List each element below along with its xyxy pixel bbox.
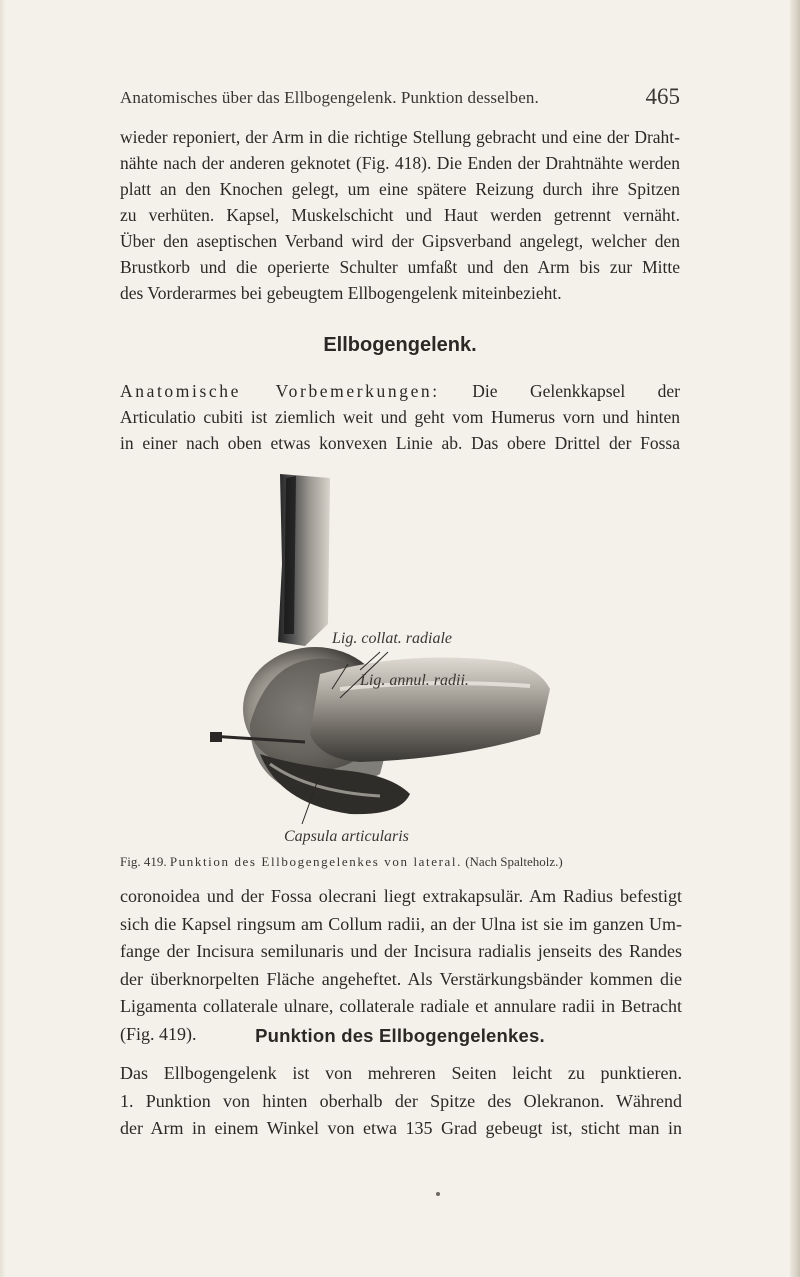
text-line: 1. Punktion von hinten oberhalb der Spitze des Olekranon. Während — [120, 1090, 682, 1111]
text-line: der überknorpelten Fläche angeheftet. Als Verstärkungsbänder kommen die — [120, 968, 682, 989]
text-line: Brustkorb und die operierte Schulter umfaßt und den Arm bis zur Mitte — [120, 257, 680, 277]
text-line: platt an den Knochen gelegt, um eine spätere Reizung durch ihre Spitzen — [120, 179, 680, 199]
paragraph-2 — [120, 378, 680, 456]
paragraph-3 — [120, 883, 682, 1048]
page-number: 465 — [645, 84, 680, 109]
text-line: in einer nach oben etwas konvexen Linie ab. Das obere Drittel der Fossa — [120, 433, 680, 453]
figure-elbow-puncture — [210, 474, 590, 852]
text-line: wieder reponiert, der Arm in die richtige Stellung gebracht und eine der Draht- — [120, 127, 680, 147]
running-title: Anatomisches über das Ellbogengelenk. Punktion desselben. — [120, 88, 539, 107]
section-title-ellbogengelenk: Ellbogengelenk. — [323, 334, 477, 356]
text-line: coronoidea und der Fossa olecrani liegt extrakapsulär. Am Radius befestigt — [120, 886, 682, 906]
section-title-punktion: Punktion des Ellbogengelenkes. — [255, 1025, 545, 1046]
text-line: des Vorderarmes bei gebeugtem Ellbogengelenk miteinbezieht. — [120, 283, 562, 303]
figure-caption — [120, 854, 700, 870]
elbow-illustration — [210, 474, 590, 852]
paragraph-1 — [120, 124, 680, 306]
label-capsula-articularis: Capsula articularis — [284, 828, 409, 845]
text-line: zu verhüten. Kapsel, Muskelschicht und Haut werden getrennt vernäht. — [120, 205, 680, 225]
text-line: (Fig. 419). — [120, 1023, 197, 1044]
caption-text: Punktion des Ellbogengelenkes von lateral. — [169, 854, 462, 869]
text-line: nähte nach der anderen geknotet (Fig. 418). Die Enden der Drahtnähte werden — [120, 153, 680, 173]
text-line: sich die Kapsel ringsum am Collum radii, an der Ulna ist sie im ganzen Um- — [120, 913, 682, 934]
text-line: Über den aseptischen Verband wird der Gipsverband angelegt, welcher den — [120, 231, 680, 251]
text-line: der Arm in einem Winkel von etwa 135 Grad gebeugt ist, sticht man in — [120, 1118, 682, 1138]
text-line: Das Ellbogengelenk ist von mehreren Seiten leicht zu punktieren. — [120, 1063, 682, 1083]
text-line: Articulatio cubiti ist ziemlich weit und geht vom Humerus vorn und hinten — [120, 407, 680, 427]
text-line: fange der Incisura semilunaris und der Incisura radialis jenseits des Randes — [120, 941, 682, 961]
caption-source: (Nach Spalteholz.) — [465, 854, 563, 869]
print-speck — [436, 1192, 440, 1196]
page-right-edge — [790, 0, 800, 1277]
label-lig-annul-radii: Lig. annul. radii. — [360, 672, 469, 689]
text-line — [120, 378, 680, 404]
line-rest: Die Gelenkkapsel der — [472, 381, 680, 401]
label-lig-collat-radiale: Lig. collat. radiale — [332, 630, 452, 647]
lead-phrase: Anatomische Vorbemerkungen: — [120, 381, 440, 401]
page-left-edge — [0, 0, 6, 1277]
paragraph-4 — [120, 1060, 682, 1143]
text-line: Ligamenta collaterale ulnare, collaterale radiale et annulare radii in Betracht — [120, 996, 682, 1016]
running-header — [120, 84, 680, 109]
caption-number: Fig. 419. — [120, 854, 167, 869]
